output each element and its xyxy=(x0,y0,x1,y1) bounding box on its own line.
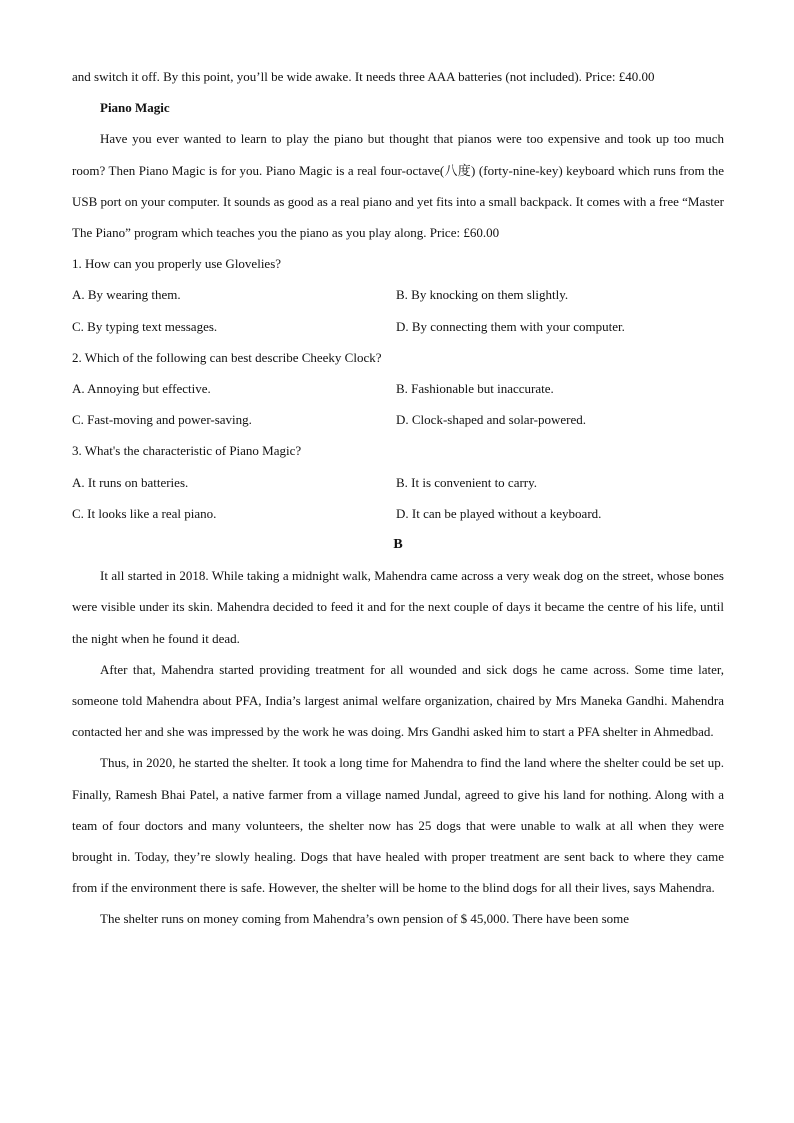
option-c: C. It looks like a real piano. xyxy=(72,505,217,521)
option-b: B. By knocking on them slightly. xyxy=(396,287,569,303)
question-options xyxy=(72,467,724,529)
option-a: A. By wearing them. xyxy=(72,287,181,303)
passage-b-paragraph-2: After that, Mahendra started providing treatment for all wounded and sick dogs he came across. Some time later, someone told Mahendra about PFA, India’s largest animal welfare organization, chaired by Mrs Maneka Gandhi. Mahendra contacted her and she was impressed by the work he was doing. Mrs Gandhi asked him to start a PFA shelter in Ahmedbad. xyxy=(72,661,724,740)
question-2 xyxy=(72,342,724,436)
option-d: D. By connecting them with your computer. xyxy=(396,318,625,334)
option-b: B. Fashionable but inaccurate. xyxy=(396,381,554,397)
option-a: A. It runs on batteries. xyxy=(72,474,189,490)
option-c: C. By typing text messages. xyxy=(72,318,218,334)
option-c: C. Fast-moving and power-saving. xyxy=(72,412,252,428)
option-d: D. It can be played without a keyboard. xyxy=(396,505,602,521)
piano-magic-heading: Piano Magic xyxy=(100,100,170,116)
section-b-heading: B xyxy=(393,537,403,553)
question-stem: 3. What's the characteristic of Piano Magic? xyxy=(72,443,302,459)
document-page xyxy=(72,61,724,935)
option-a: A. Annoying but effective. xyxy=(72,381,211,397)
intro-fragment: and switch it off. By this point, you’ll be wide awake. It needs three AAA batteries (not included). Price: £40.00 xyxy=(72,69,655,84)
question-1 xyxy=(72,248,724,342)
piano-magic-paragraph: Have you ever wanted to learn to play the piano but thought that pianos were too expensive and took up too much room? Then Piano Magic is for you. Piano Magic is a real four-octave(八度) (forty-nine-key) keyboard which runs from the USB port on your computer. It sounds as good as a real piano and yet fits into a small backpack. It comes with a free “Master The Piano” program which teaches you the piano as you play along. Price: £60.00 xyxy=(72,131,724,241)
question-options xyxy=(72,279,724,341)
passage-b-paragraph-1: It all started in 2018. While taking a midnight walk, Mahendra came across a very weak dog on the street, whose bones were visible under its skin. Mahendra decided to feed it and for the next couple of days it became the centre of his life, until the night when he found it dead. xyxy=(72,568,724,646)
passage-b-paragraph-4: The shelter runs on money coming from Mahendra’s own pension of $ 45,000. There have been some xyxy=(100,911,630,927)
question-stem: 1. How can you properly use Glovelies? xyxy=(72,256,282,272)
question-options xyxy=(72,373,724,435)
passage-b-paragraph-3: Thus, in 2020, he started the shelter. It took a long time for Mahendra to find the land where the shelter could be set up. Finally, Ramesh Bhai Patel, a native farmer from a village named Jundal, agreed to give his land for nothing. Along with a team of four doctors and many volunteers, the shelter now has 25 dogs that were unable to walk at all when they were brought in. Today, they’re slowly healing. Dogs that have healed with proper treatment are sent back to where they came from if the environment there is safe. However, the shelter will be home to the blind dogs for all their lives, says Mahendra. xyxy=(72,755,724,896)
option-d: D. Clock-shaped and solar-powered. xyxy=(396,412,586,428)
question-3 xyxy=(72,435,724,529)
option-b: B. It is convenient to carry. xyxy=(396,474,538,490)
question-stem: 2. Which of the following can best describe Cheeky Clock? xyxy=(72,349,382,365)
